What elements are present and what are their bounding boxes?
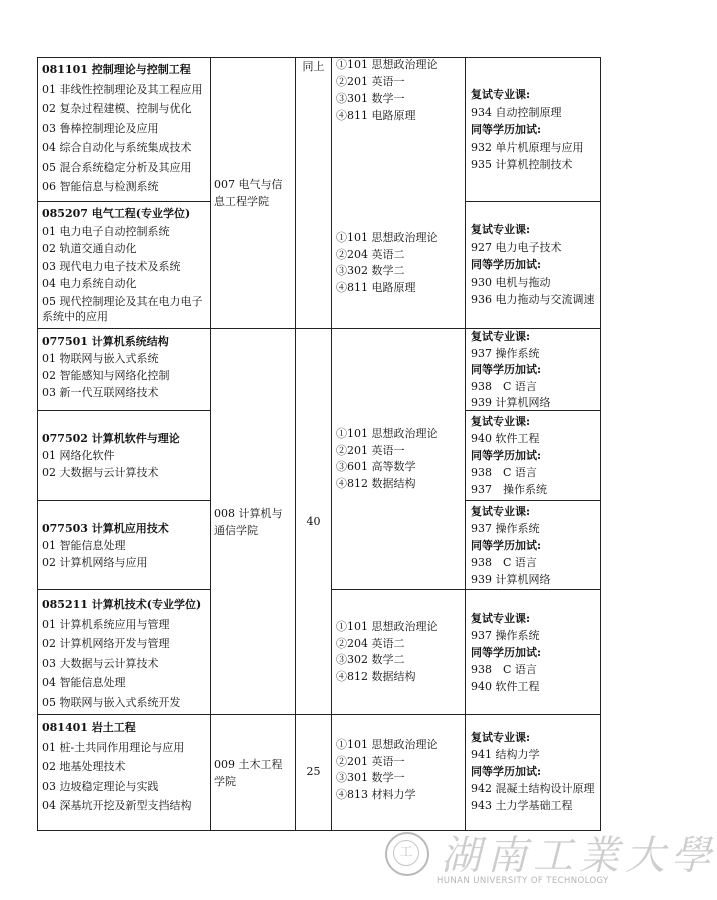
exam-item: ④811 电路原理 [336, 109, 416, 122]
exam-item: ②201 英语一 [336, 754, 405, 768]
extra-title: 同等学历加试: [471, 765, 542, 778]
extra-title: 同等学历加试: [471, 539, 542, 552]
exam-item: ②204 英语二 [336, 247, 405, 261]
major-title: 085211 计算机技术(专业学位) [42, 598, 202, 611]
col-divider [37, 57, 38, 831]
retest-cell [471, 610, 599, 695]
extra-item: 938 C 语言 [471, 663, 537, 676]
row-divider [465, 201, 601, 202]
major-cell [42, 430, 208, 481]
quota-value: 40 [306, 515, 321, 528]
extra-item: 943 土力学基础工程 [471, 799, 573, 812]
quota-cell [296, 57, 331, 77]
direction-item: 03 现代电力电子技术及系统 [42, 259, 181, 273]
retest-title: 复试专业课: [471, 88, 531, 101]
retest-title: 复试专业课: [471, 731, 531, 744]
extra-item: 938 C 语言 [471, 379, 537, 393]
major-cell [42, 205, 208, 324]
retest-title: 复试专业课: [471, 612, 531, 625]
exam-cell [336, 426, 464, 492]
retest-cell [471, 86, 599, 174]
extra-title: 同等学历加试: [471, 646, 542, 659]
retest-title: 复试专业课: [471, 415, 531, 428]
direction-item: 03 边坡稳定理论与实践 [42, 779, 159, 793]
exam-item: ④811 电路原理 [336, 280, 416, 294]
row-divider [37, 500, 210, 501]
extra-title: 同等学历加试: [471, 123, 542, 136]
exam-item: ①101 思想政治理论 [336, 738, 438, 751]
direction-item: 01 桩-土共同作用理论与应用 [42, 740, 185, 754]
retest-item: 937 操作系统 [471, 346, 540, 360]
direction-item: 01 电力电子自动控制系统 [42, 224, 170, 238]
direction-item: 02 计算机网络开发与管理 [42, 637, 170, 650]
direction-item: 02 复杂过程建模、控制与优化 [42, 102, 192, 115]
exam-item: ①101 思想政治理论 [336, 58, 438, 71]
exam-item: ④812 数据结构 [336, 476, 416, 490]
col-divider [465, 57, 466, 831]
exam-item: ②204 英语二 [336, 636, 405, 650]
direction-item: 01 智能信息处理 [42, 539, 126, 552]
exam-cell [336, 56, 464, 124]
exam-item: ③301 数学一 [336, 771, 405, 784]
exam-item: ④812 数据结构 [336, 669, 416, 683]
retest-item: 934 自动控制原理 [471, 105, 562, 119]
retest-cell [471, 503, 599, 588]
exam-item: ③601 高等数学 [336, 460, 416, 473]
extra-item: 936 电力拖动与交流调速 [471, 293, 595, 306]
direction-item: 02 计算机网络与应用 [42, 556, 148, 569]
table-border-right [600, 57, 601, 831]
exam-item: ②201 英语一 [336, 443, 405, 457]
col-divider [295, 57, 296, 831]
exam-item: ④813 材料力学 [336, 787, 416, 801]
extra-title: 同等学历加试: [471, 449, 542, 462]
major-title: 081101 控制理论与控制工程 [42, 63, 191, 76]
extra-item: 940 软件工程 [471, 680, 540, 693]
exam-item: ③302 数学二 [336, 653, 405, 666]
quota-cell [296, 762, 331, 782]
major-title: 085207 电气工程(专业学位) [42, 207, 191, 220]
direction-item: 02 轨道交通自动化 [42, 242, 137, 255]
major-title: 077503 计算机应用技术 [42, 522, 169, 535]
major-cell [42, 60, 208, 197]
retest-cell [471, 221, 599, 309]
row-divider [37, 410, 210, 411]
quota-value: 25 [306, 765, 321, 778]
extra-item: 939 计算机网络 [471, 573, 551, 586]
exam-cell [336, 619, 464, 685]
extra-item: 938 C 语言 [471, 466, 537, 479]
exam-cell [336, 737, 464, 803]
direction-item: 05 现代控制理论及其在电力电子系统中的应用 [42, 294, 203, 323]
school-name: 007 电气与信息工程学院 [214, 178, 283, 208]
direction-item: 01 物联网与嵌入式系统 [42, 352, 159, 365]
quota-cell [296, 512, 331, 532]
extra-item: 937 操作系统 [471, 483, 547, 496]
retest-cell [471, 729, 599, 814]
direction-item: 01 非线性控制理论及其工程应用 [42, 82, 203, 96]
watermark-english: HUNAN UNIVERSITY OF TECHNOLOGY [437, 876, 609, 886]
seal-icon [385, 832, 429, 876]
direction-item: 04 智能信息处理 [42, 676, 126, 689]
row-divider [37, 201, 210, 202]
seal-inner: 工 [393, 840, 419, 866]
major-cell [42, 595, 208, 712]
row-divider [465, 500, 601, 501]
extra-item: 939 计算机网络 [471, 396, 551, 409]
direction-item: 02 智能感知与网络化控制 [42, 369, 170, 382]
direction-item: 02 大数据与云计算技术 [42, 466, 159, 479]
direction-item: 04 综合自动化与系统集成技术 [42, 141, 192, 154]
col-divider [331, 57, 332, 831]
direction-item: 03 新一代互联网络技术 [42, 386, 159, 399]
direction-item: 04 深基坑开挖及新型支挡结构 [42, 799, 192, 812]
direction-item: 03 大数据与云计算技术 [42, 656, 159, 670]
retest-title: 复试专业课: [471, 223, 531, 236]
exam-cell [336, 230, 464, 296]
retest-item: 940 软件工程 [471, 432, 540, 445]
direction-item: 04 电力系统自动化 [42, 277, 137, 290]
major-cell [42, 333, 208, 401]
retest-cell [471, 413, 599, 498]
col-divider [210, 57, 211, 831]
major-title: 077502 计算机软件与理论 [42, 432, 180, 445]
major-cell [42, 520, 208, 571]
school-name: 008 计算机与通信学院 [214, 507, 283, 537]
quota-value: 同上 [302, 60, 325, 73]
school-cell [214, 755, 293, 790]
direction-item: 01 计算机系统应用与管理 [42, 617, 170, 631]
retest-title: 复试专业课: [471, 505, 531, 518]
direction-item: 01 网络化软件 [42, 449, 115, 462]
watermark-name: 湖南工業大學 [441, 833, 717, 879]
extra-item: 938 C 语言 [471, 556, 537, 569]
extra-title: 同等学历加试: [471, 258, 542, 271]
major-cell [42, 718, 208, 816]
extra-item: 942 混凝土结构设计原理 [471, 782, 595, 795]
direction-item: 05 混合系统稳定分析及其应用 [42, 160, 192, 174]
direction-item: 06 智能信息与检测系统 [42, 180, 159, 193]
retest-cell [471, 329, 599, 412]
extra-item: 935 计算机控制技术 [471, 158, 573, 171]
major-title: 081401 岩土工程 [42, 721, 136, 734]
retest-item: 937 操作系统 [471, 629, 540, 642]
retest-title: 复试专业课: [471, 330, 531, 343]
school-cell [214, 504, 293, 539]
major-title: 077501 计算机系统结构 [42, 335, 169, 348]
exam-item: ③301 数学一 [336, 92, 405, 105]
retest-item: 927 电力电子技术 [471, 240, 562, 254]
exam-item: ①101 思想政治理论 [336, 231, 438, 244]
direction-item: 02 地基处理技术 [42, 760, 126, 773]
school-name: 009 土木工程学院 [214, 758, 283, 788]
retest-item: 937 操作系统 [471, 522, 540, 535]
row-divider [37, 589, 210, 590]
direction-item: 05 物联网与嵌入式系统开发 [42, 695, 181, 709]
extra-item: 930 电机与拖动 [471, 275, 551, 289]
exam-item: ②201 英语一 [336, 75, 405, 88]
extra-title: 同等学历加试: [471, 363, 542, 376]
retest-item: 941 结构力学 [471, 748, 540, 761]
exam-item: ③302 数学二 [336, 264, 405, 277]
university-watermark [385, 822, 717, 892]
school-cell [214, 175, 293, 210]
extra-item: 932 单片机原理与应用 [471, 140, 584, 154]
row-divider [37, 714, 601, 715]
row-divider [331, 589, 601, 590]
exam-item: ①101 思想政治理论 [336, 620, 438, 633]
exam-item: ①101 思想政治理论 [336, 427, 438, 440]
direction-item: 03 鲁棒控制理论及应用 [42, 121, 159, 135]
